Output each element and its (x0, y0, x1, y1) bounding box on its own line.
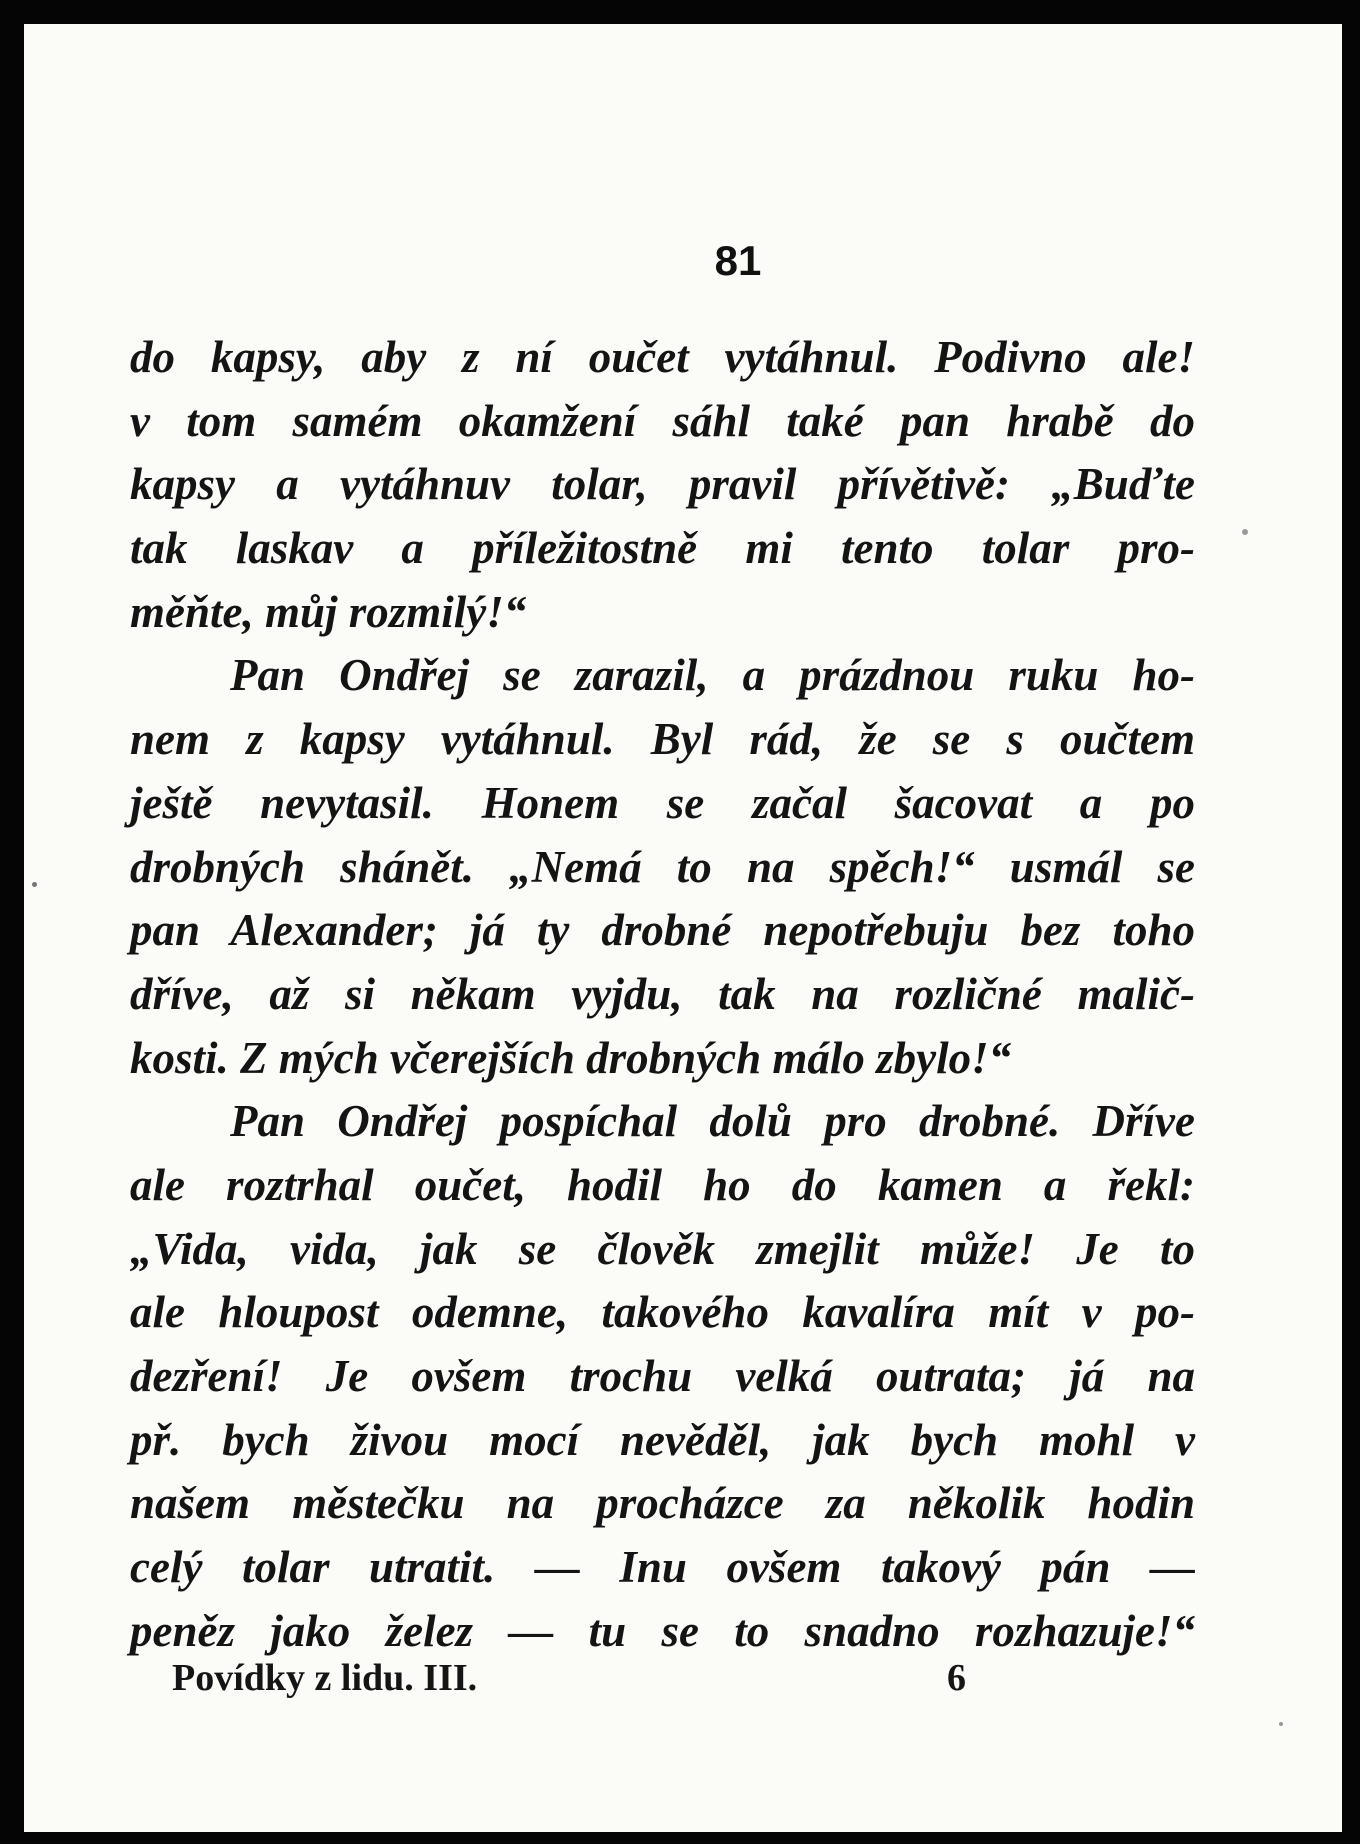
body-text (130, 326, 1195, 1663)
page-footer (172, 1656, 992, 1700)
text-line: v tom samém okamžení sáhl také pan hrabě do (130, 395, 1195, 446)
text-line: do kapsy, aby z ní oučet vytáhnul. Podivno ale! (130, 332, 1195, 382)
text-line: měňte, můj rozmilý!“ (130, 586, 527, 637)
text-line: ale roztrhal oučet, hodil ho do kamen a řekl: (130, 1159, 1195, 1210)
text-line: celý tolar utratit. — Inu ovšem takový pán — (130, 1542, 1195, 1593)
footer-title: Povídky z lidu. III. (172, 1657, 478, 1699)
text-line: ale hloupost odemne, takového kavalíra mít v po- (130, 1287, 1195, 1338)
text-line: peněz jako želez — tu se to snadno rozhazuje!“ (130, 1605, 1195, 1656)
text-line: dezření! Je ovšem trochu velká outrata; já na (130, 1351, 1195, 1401)
text-line: kosti. Z mých včerejších drobných málo zbylo!“ (130, 1032, 1012, 1083)
text-line: Pan Ondřej pospíchal dolů pro drobné. Dříve (230, 1096, 1195, 1147)
text-line: pan Alexander; já ty drobné nepotřebuju bez toho (130, 905, 1195, 956)
paper-speck (1242, 529, 1248, 535)
text-line: Pan Ondřej se zarazil, a prázdnou ruku ho- (230, 650, 1195, 701)
paper-sheet (24, 24, 1342, 1832)
text-line: tak laskav a příležitostně mi tento tolar pro- (130, 523, 1195, 574)
text-line: kapsy a vytáhnuv tolar, pravil přívětivě: „Buďte (130, 459, 1195, 510)
paper-speck (1279, 1722, 1283, 1726)
text-line: našem městečku na procházce za několik hodin (130, 1478, 1195, 1529)
text-line: nem z kapsy vytáhnul. Byl rád, že se s oučtem (130, 714, 1195, 765)
text-line: př. bych živou mocí nevěděl, jak bych mohl v (130, 1414, 1195, 1465)
signature-mark: 6 (947, 1657, 966, 1699)
page-number: 81 (714, 237, 762, 284)
text-line: ještě nevytasil. Honem se začal šacovat a po (130, 777, 1195, 828)
paper-speck (32, 882, 37, 887)
text-line: dříve, až si někam vyjdu, tak na rozličné malič- (130, 968, 1195, 1019)
text-line: drobných shánět. „Nemá to na spěch!“ usmál se (130, 841, 1195, 892)
text-line: „Vida, vida, jak se člověk zmejlit může! Je to (130, 1223, 1195, 1274)
